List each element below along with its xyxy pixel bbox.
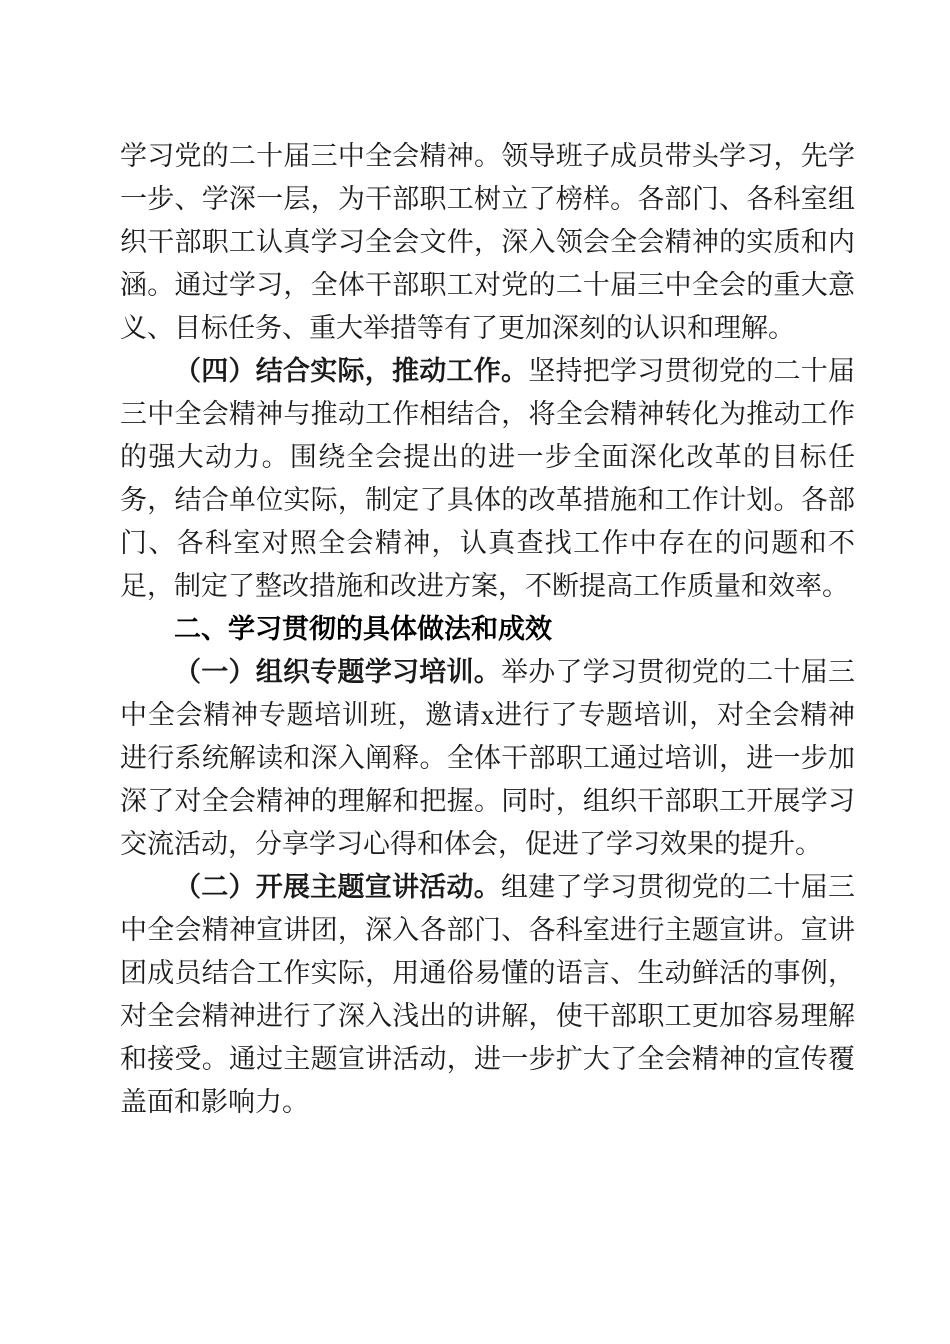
text-run: 举办了学习贯彻党的二十届三中全会精神专题培训班，邀请x进行了专题培训，对全会精神进行系统解读和深入阐释。全体干部职工通过培训，进一步加深了对全会精神的理解和把握。同时，组织干部职工开展学习交流活动，分享学习心得和体会，促进了学习效果的提升。	[120, 657, 855, 859]
paragraph	[120, 350, 855, 608]
text-run: 组建了学习贯彻党的二十届三中全会精神宣讲团，深入各部门、各科室进行主题宣讲。宣讲团成员结合工作实际，用通俗易懂的语言、生动鲜活的事例，对全会精神进行了深入浅出的讲解，使干部职工更加容易理解和接受。通过主题宣讲活动，进一步扩大了全会精神的宣传覆盖面和影响力。	[120, 872, 855, 1117]
emphasis-text-run: （二）开展主题宣讲活动。	[174, 872, 501, 902]
emphasis-text-run: 二、学习贯彻的具体做法和成效	[174, 614, 552, 644]
emphasis-text-run: （一）组织专题学习培训。	[174, 657, 501, 687]
text-run: 学习党的二十届三中全会精神。领导班子成员带头学习，先学一步、学深一层，为干部职工树立了榜样。各部门、各科室组织干部职工认真学习全会文件，深入领会全会精神的实质和内涵。通过学习，全体干部职工对党的二十届三中全会的重大意义、目标任务、重大举措等有了更加深刻的认识和理解。	[120, 141, 855, 343]
paragraph	[120, 135, 855, 350]
section-heading	[120, 608, 855, 651]
paragraph	[120, 651, 855, 866]
text-run: 坚持把学习贯彻党的二十届三中全会精神与推动工作相结合，将全会精神转化为推动工作的强大动力。围绕全会提出的进一步全面深化改革的目标任务，结合单位实际，制定了具体的改革措施和工作计划。各部门、各科室对照全会精神，认真查找工作中存在的问题和不足，制定了整改措施和改进方案，不断提高工作质量和效率。	[120, 356, 855, 601]
emphasis-text-run: （四）结合实际，推动工作。	[174, 356, 529, 386]
document-text-block	[120, 135, 855, 1124]
paragraph	[120, 866, 855, 1124]
